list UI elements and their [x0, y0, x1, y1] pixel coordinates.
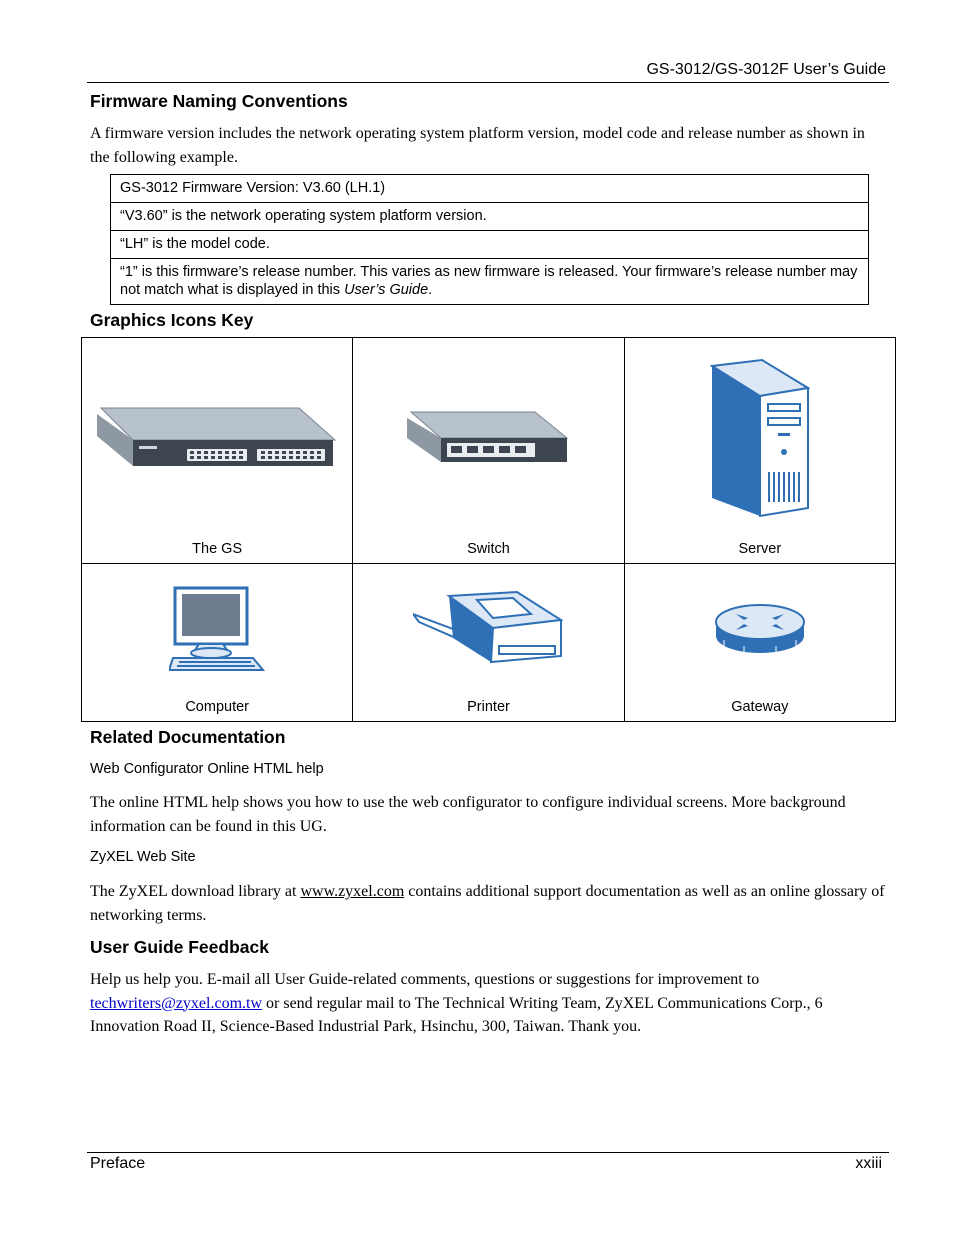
- switch-icon: [407, 410, 569, 464]
- table-row: [111, 175, 869, 203]
- icon-label-computer: Computer: [185, 699, 249, 715]
- site-text-before: The ZyXEL download library at: [90, 883, 301, 900]
- firmware-example-table: [110, 174, 869, 305]
- computer-icon: [169, 586, 265, 672]
- site-text-after: contains additional support documentation as well as an online glossary of networking terms.: [90, 883, 885, 924]
- web-help-text: The online HTML help shows you how to use the web configurator to configure individual screens. More background information can be found in this UG.: [90, 794, 846, 835]
- release-note-text: “1” is this firmware’s release number. This varies as new firmware is released. Your firmware’s release number may not match what is displayed in this: [120, 264, 858, 298]
- icon-label-gs: The GS: [192, 541, 243, 557]
- icons-heading: Graphics Icons Key: [90, 310, 254, 330]
- icon-cell-gs: [82, 338, 353, 564]
- release-note-emphasis: User’s Guide: [344, 282, 429, 298]
- icon-cell-gateway: [624, 564, 895, 722]
- table-row: [111, 203, 869, 231]
- web-help-title: Web Configurator Online HTML help: [90, 761, 324, 777]
- table-cell: GS-3012 Firmware Version: V3.60 (LH.1): [111, 175, 869, 203]
- related-heading: Related Documentation: [90, 727, 286, 747]
- footer-section: Preface: [90, 1155, 146, 1172]
- feedback-text-before: Help us help you. E-mail all User Guide-related comments, questions or suggestions for improvement to: [90, 971, 760, 988]
- icon-label-printer: Printer: [467, 699, 510, 715]
- zyxel-site-link[interactable]: www.zyxel.com: [300, 883, 405, 900]
- zyxel-site-text: [90, 880, 885, 927]
- footer-rule: [87, 1152, 889, 1153]
- header-rule: [87, 82, 889, 83]
- feedback-text: [90, 968, 885, 1039]
- release-note-end: .: [428, 282, 433, 298]
- feedback-text-after: or send regular mail to The Technical Writing Team, ZyXEL Communications Corp., 6 Innovation Road II, Science-Based Industrial Park, Hsinchu, 300, Taiwan. Thank you.: [90, 994, 823, 1035]
- icon-label-gateway: Gateway: [731, 699, 789, 715]
- firmware-heading: Firmware Naming Conventions: [90, 91, 348, 111]
- zyxel-site-title: ZyXEL Web Site: [90, 849, 196, 865]
- server-icon: [710, 358, 810, 518]
- table-cell: [111, 259, 869, 305]
- table-row: [82, 338, 896, 564]
- table-row: [82, 564, 896, 722]
- footer-page-number: xxiii: [855, 1155, 882, 1172]
- feedback-heading: User Guide Feedback: [90, 937, 269, 957]
- icon-cell-printer: [353, 564, 624, 722]
- running-header-title: GS-3012/GS-3012F User’s Guide: [646, 61, 886, 78]
- table-cell: “V3.60” is the network operating system platform version.: [111, 203, 869, 231]
- gateway-icon: [714, 602, 806, 656]
- icon-cell-switch: [353, 338, 624, 564]
- firmware-intro: A firmware version includes the network operating system platform version, model code and release number as shown in the following example.: [90, 125, 865, 166]
- feedback-email-link[interactable]: techwriters@zyxel.com.tw: [90, 994, 263, 1012]
- icon-cell-server: [624, 338, 895, 564]
- printer-icon: [413, 586, 563, 666]
- gs-switch-icon: [97, 404, 337, 468]
- table-row: [111, 231, 869, 259]
- table-cell: “LH” is the model code.: [111, 231, 869, 259]
- table-row: [111, 259, 869, 305]
- icon-cell-computer: [82, 564, 353, 722]
- icon-label-switch: Switch: [467, 541, 510, 557]
- icons-key-table: [81, 337, 896, 722]
- icon-label-server: Server: [738, 541, 782, 557]
